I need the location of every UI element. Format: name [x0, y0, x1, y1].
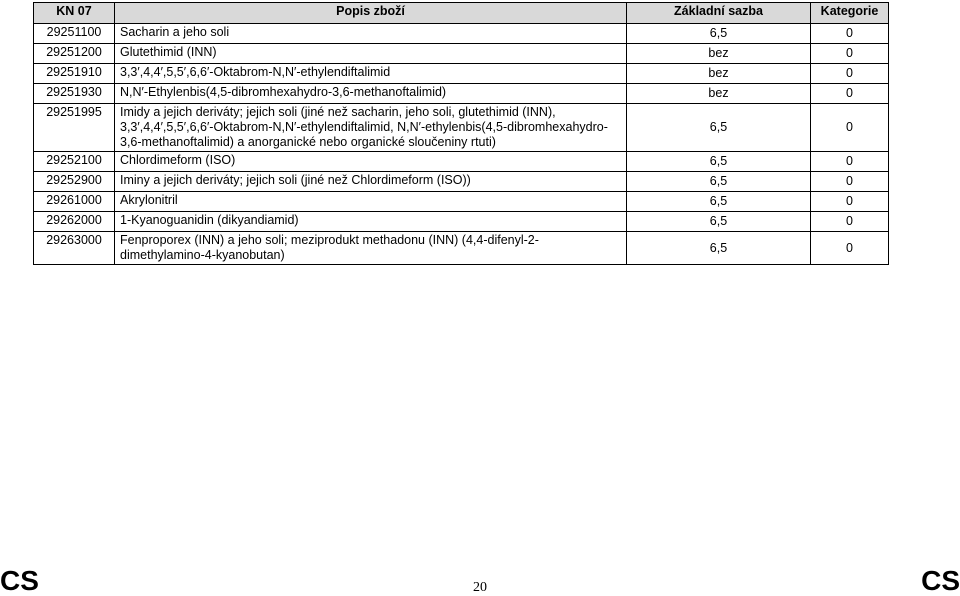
- base-rate: 6,5: [627, 212, 811, 232]
- goods-description: Fenproporex (INN) a jeho soli; meziprodukt methadonu (INN) (4,4-difenyl-2-dimethylamino-4-kyanobutan): [115, 232, 627, 265]
- category: 0: [811, 172, 889, 192]
- category: 0: [811, 192, 889, 212]
- footer-language-code-left: CS: [0, 565, 39, 596]
- goods-description: Iminy a jejich deriváty; jejich soli (jiné než Chlordimeform (ISO)): [115, 172, 627, 192]
- cn-code: 29261000: [34, 192, 115, 212]
- page-number: 20: [473, 580, 487, 595]
- base-rate: bez: [627, 84, 811, 104]
- base-rate: 6,5: [627, 104, 811, 152]
- goods-description: Akrylonitril: [115, 192, 627, 212]
- cn-code: 29251100: [34, 24, 115, 44]
- base-rate: 6,5: [627, 24, 811, 44]
- header-description: Popis zboží: [115, 3, 627, 24]
- cn-code: 29252900: [34, 172, 115, 192]
- goods-description: Sacharin a jeho soli: [115, 24, 627, 44]
- cn-code: 29251995: [34, 104, 115, 152]
- category: 0: [811, 24, 889, 44]
- table-row: [34, 192, 889, 212]
- base-rate: bez: [627, 44, 811, 64]
- table-row: [34, 212, 889, 232]
- footer-language-code-right: CS: [921, 565, 960, 596]
- table-row: [34, 24, 889, 44]
- category: 0: [811, 84, 889, 104]
- table-row: [34, 232, 889, 265]
- cn-code: 29263000: [34, 232, 115, 265]
- table-row: [34, 44, 889, 64]
- goods-description: Glutethimid (INN): [115, 44, 627, 64]
- table-row: [34, 172, 889, 192]
- base-rate: 6,5: [627, 172, 811, 192]
- cn-code: 29252100: [34, 152, 115, 172]
- category: 0: [811, 152, 889, 172]
- cn-code: 29251200: [34, 44, 115, 64]
- table-row: [34, 84, 889, 104]
- goods-description: Chlordimeform (ISO): [115, 152, 627, 172]
- cn-code: 29262000: [34, 212, 115, 232]
- category: 0: [811, 64, 889, 84]
- tariff-table: [33, 2, 889, 265]
- header-category: Kategorie: [811, 3, 889, 24]
- table-row: [34, 64, 889, 84]
- cn-code: 29251930: [34, 84, 115, 104]
- base-rate: 6,5: [627, 192, 811, 212]
- table-row: [34, 104, 889, 152]
- base-rate: 6,5: [627, 232, 811, 265]
- header-rate: Základní sazba: [627, 3, 811, 24]
- header-code: KN 07: [34, 3, 115, 24]
- goods-description: Imidy a jejich deriváty; jejich soli (jiné než sacharin, jeho soli, glutethimid (INN), 3,3′,4,4′,5,5′,6,6′-Oktabrom-N,N′-ethylendiftalimid, N,N′-ethylenbis(4,5-dibromhexahydro-3,6-methanoftalimid) a anorganické nebo organické sloučeniny rtuti): [115, 104, 627, 152]
- category: 0: [811, 104, 889, 152]
- base-rate: 6,5: [627, 152, 811, 172]
- category: 0: [811, 212, 889, 232]
- goods-description: 3,3′,4,4′,5,5′,6,6′-Oktabrom-N,N′-ethylendiftalimid: [115, 64, 627, 84]
- goods-description: 1-Kyanoguanidin (dikyandiamid): [115, 212, 627, 232]
- table-row: [34, 152, 889, 172]
- base-rate: bez: [627, 64, 811, 84]
- category: 0: [811, 232, 889, 265]
- category: 0: [811, 44, 889, 64]
- goods-description: N,N′-Ethylenbis(4,5-dibromhexahydro-3,6-methanoftalimid): [115, 84, 627, 104]
- cn-code: 29251910: [34, 64, 115, 84]
- table-header-row: [34, 3, 889, 24]
